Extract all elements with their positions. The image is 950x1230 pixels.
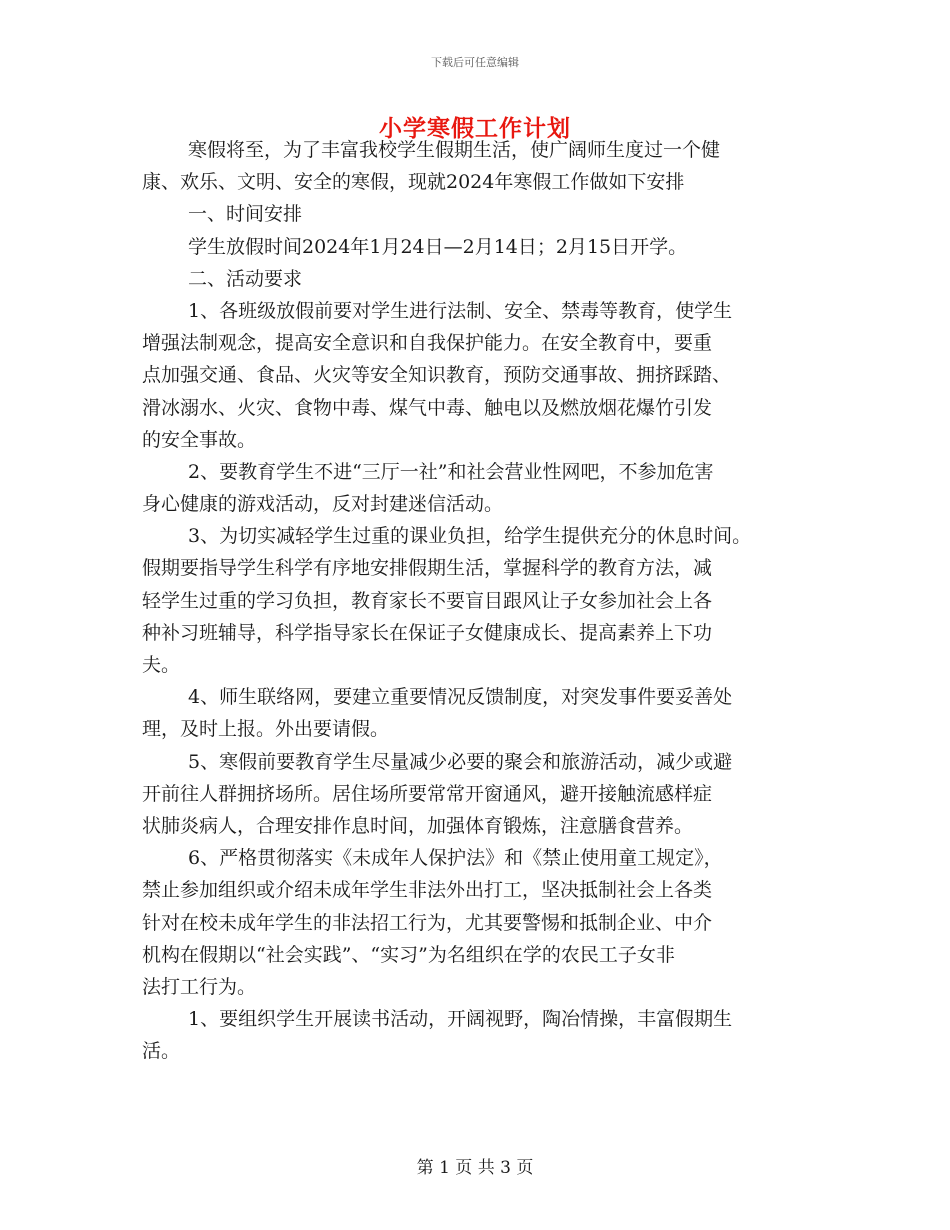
text-line: 针对在校未成年学生的非法招工行为，尤其要警惕和抵制企业、中介 [142,911,713,934]
text-line: 寒假将至，为了丰富我校学生假期生活，使广阔师生度过一个健 [188,139,721,161]
page-footer: 第 1 页 共 3 页 [416,1158,534,1178]
text-line: 学生放假时间2024年1月24日—2月14日；2月15日开学。 [188,235,688,258]
text-line: 状肺炎病人，合理安排作息时间，加强体育锻炼，注意膳食营养。 [142,814,694,837]
text-line: 3、为切实减轻学生过重的课业负担，给学生提供充分的休息时间。 [188,525,752,548]
text-line: 法打工行为。 [142,975,257,998]
text-line: 夫。 [142,654,181,676]
text-line: 2、要教育学生不进“三厅一社”和社会营业性网吧，不参加危害 [188,460,714,483]
text-line: 增强法制观念，提高安全意识和自我保护能力。在安全教育中，要重 [142,332,713,355]
text-line: 滑冰溺水、火灾、食物中毒、煤气中毒、触电以及燃放烟花爆竹引发 [142,396,713,419]
text-line: 4、师生联络网，要建立重要情况反馈制度，对突发事件要妥善处 [188,686,733,709]
text-line: 6、严格贯彻落实《未成年人保护法》和《禁止使用童工规定》， [188,847,723,870]
text-line: 的安全事故。 [142,428,257,451]
text-line: 活。 [142,1040,181,1063]
text-line: 轻学生过重的学习负担，教育家长不要盲目跟风让子女参加社会上各 [142,589,713,612]
text-line: 康、欢乐、文明、安全的寒假，现就2024年寒假工作做如下安排 [142,171,685,194]
document-title: 小学寒假工作计划 [379,115,571,142]
text-line: 假期要指导学生科学有序地安排假期生活，掌握科学的教育方法，减 [142,557,713,580]
text-line: 禁止参加组织或介绍未成年学生非法外出打工，坚决抵制社会上各类 [142,879,713,902]
text-line: 1、要组织学生开展读书活动，开阔视野，陶冶情操，丰富假期生 [188,1008,733,1031]
text-line: 1、各班级放假前要对学生进行法制、安全、禁毒等教育，使学生 [188,299,733,322]
text-line: 点加强交通、食品、火灾等安全知识教育，预防交通事故、拥挤踩踏、 [142,364,732,387]
header-note: 下载后可任意编辑 [431,56,519,69]
text-line: 种补习班辅导，科学指导家长在保证子女健康成长、提高素养上下功 [142,621,713,644]
text-line: 5、寒假前要教育学生尽量减少必要的聚会和旅游活动，减少或避 [188,750,733,773]
text-line: 机构在假期以“社会实践”、“实习”为名组织在学的农民工子女非 [142,943,675,966]
text-line: 二、活动要求 [188,267,303,290]
text-line: 理，及时上报。外出要请假。 [142,718,390,741]
text-line: 身心健康的游戏活动，反对封建迷信活动。 [142,493,504,516]
text-line: 开前往人群拥挤场所。居住场所要常常开窗通风，避开接触流感样症 [142,782,713,805]
document-body [142,134,812,1067]
text-line: 一、时间安排 [188,203,303,226]
